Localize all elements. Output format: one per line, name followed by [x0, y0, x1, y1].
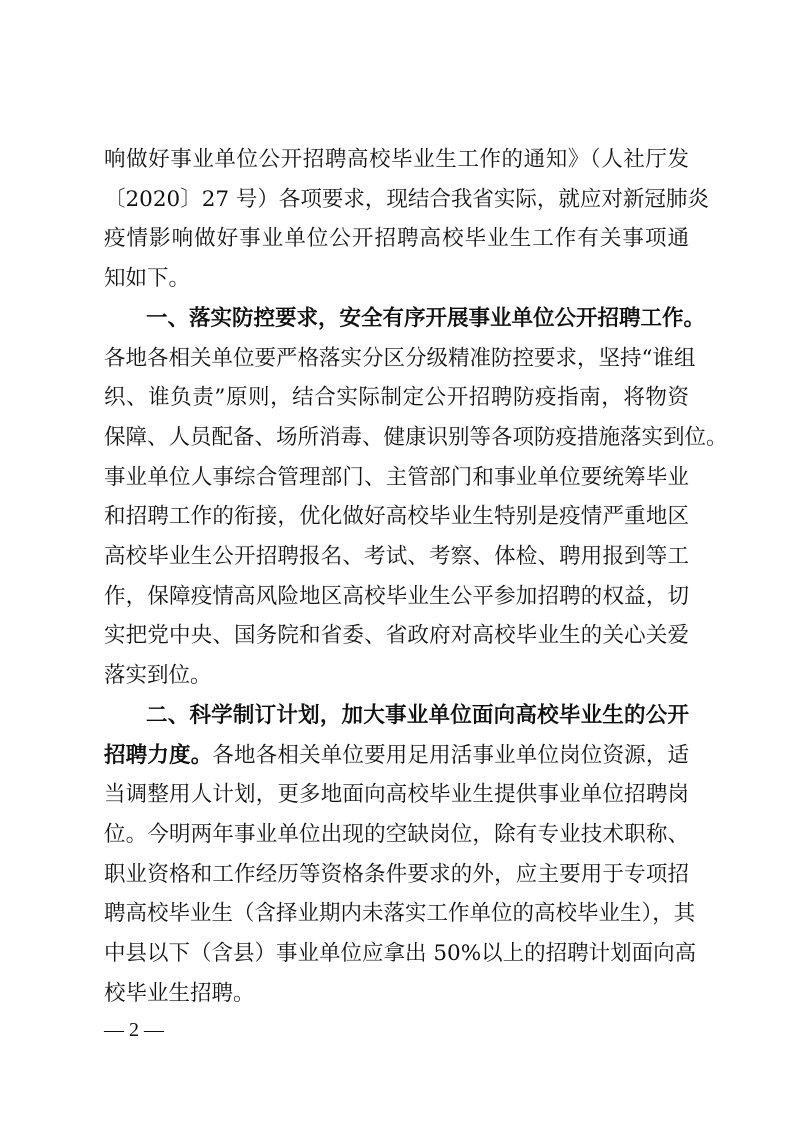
- text-line: [104, 380, 689, 416]
- text-line: [104, 341, 696, 377]
- text-line: [146, 698, 689, 734]
- body-text-span: 事业单位人事综合管理部门、主管部门和事业单位要统筹毕业: [104, 464, 689, 490]
- text-line: [104, 420, 728, 456]
- text-line: [146, 301, 706, 337]
- bold-heading-text: 一、落实防控要求，安全有序开展事业单位公开招聘工作。: [146, 305, 706, 331]
- body-text-span: 响做好事业单位公开招聘高校毕业生工作的通知》（人社厅发: [104, 147, 689, 172]
- bold-heading-text: 招聘力度。: [104, 742, 213, 768]
- body-text-span: 中县以下（含县）事业单位应拿出 50%以上的招聘计划面向高: [104, 941, 697, 966]
- body-text-span: 落实到位。: [104, 663, 212, 689]
- text-line: [104, 539, 689, 575]
- text-line: [104, 579, 689, 615]
- body-text-span: 校毕业生招聘。: [104, 980, 255, 1006]
- text-line: [104, 618, 689, 654]
- page-number: — 2 —: [104, 1019, 164, 1041]
- text-line: [104, 896, 696, 932]
- text-line: [104, 658, 689, 694]
- text-line: [104, 261, 689, 297]
- body-text-span: 疫情影响做好事业单位公开招聘高校毕业生工作有关事项通: [104, 226, 689, 252]
- body-text-span: 保障、人员配备、场所消毒、健康识别等各项防疫措施落实到位。: [104, 424, 728, 450]
- text-line: [104, 221, 689, 257]
- body-text-span: 位。今明两年事业单位出现的空缺岗位，除有专业技术职称、: [104, 821, 689, 847]
- body-text-span: 职业资格和工作经历等资格条件要求的外，应主要用于专项招: [104, 861, 689, 887]
- bold-heading-text: 二、科学制订计划，加大事业单位面向高校毕业生的公开: [146, 702, 689, 728]
- body-text-span: 聘高校毕业生（含择业期内未落实工作单位的高校毕业生），其: [104, 901, 696, 927]
- text-line: [104, 460, 689, 496]
- text-line: [104, 936, 697, 972]
- body-text-span: 作，保障疫情高风险地区高校毕业生公平参加招聘的权益，切: [104, 583, 689, 609]
- body-text-span: 知如下。: [104, 266, 191, 292]
- text-line: [104, 857, 689, 893]
- body-text-span: 当调整用人计划，更多地面向高校毕业生提供事业单位招聘岗: [104, 782, 689, 808]
- body-text-span: 各地各相关单位要严格落实分区分级精准防控要求，坚持“谁组: [104, 345, 696, 371]
- text-line: [104, 738, 689, 774]
- body-text-span: 高校毕业生公开招聘报名、考试、考察、体检、聘用报到等工: [104, 544, 689, 569]
- text-line: [104, 817, 689, 853]
- text-line: [104, 499, 689, 535]
- text-line: [104, 142, 689, 178]
- body-text-span: 和招聘工作的衔接，优化做好高校毕业生特别是疫情严重地区: [104, 504, 689, 530]
- body-text-span: 织、谁负责”原则，结合实际制定公开招聘防疫指南，将物资: [104, 385, 689, 411]
- body-text-span: 实把党中央、国务院和省委、省政府对高校毕业生的关心关爱: [104, 623, 689, 649]
- text-line: [104, 777, 689, 813]
- body-text-span: 各地各相关单位要用足用活事业单位岗位资源，适: [212, 742, 689, 768]
- text-line: [104, 182, 709, 218]
- text-line: [104, 976, 689, 1012]
- body-text-span: 〔2020〕27 号）各项要求，现结合我省实际，就应对新冠肺炎: [104, 186, 709, 212]
